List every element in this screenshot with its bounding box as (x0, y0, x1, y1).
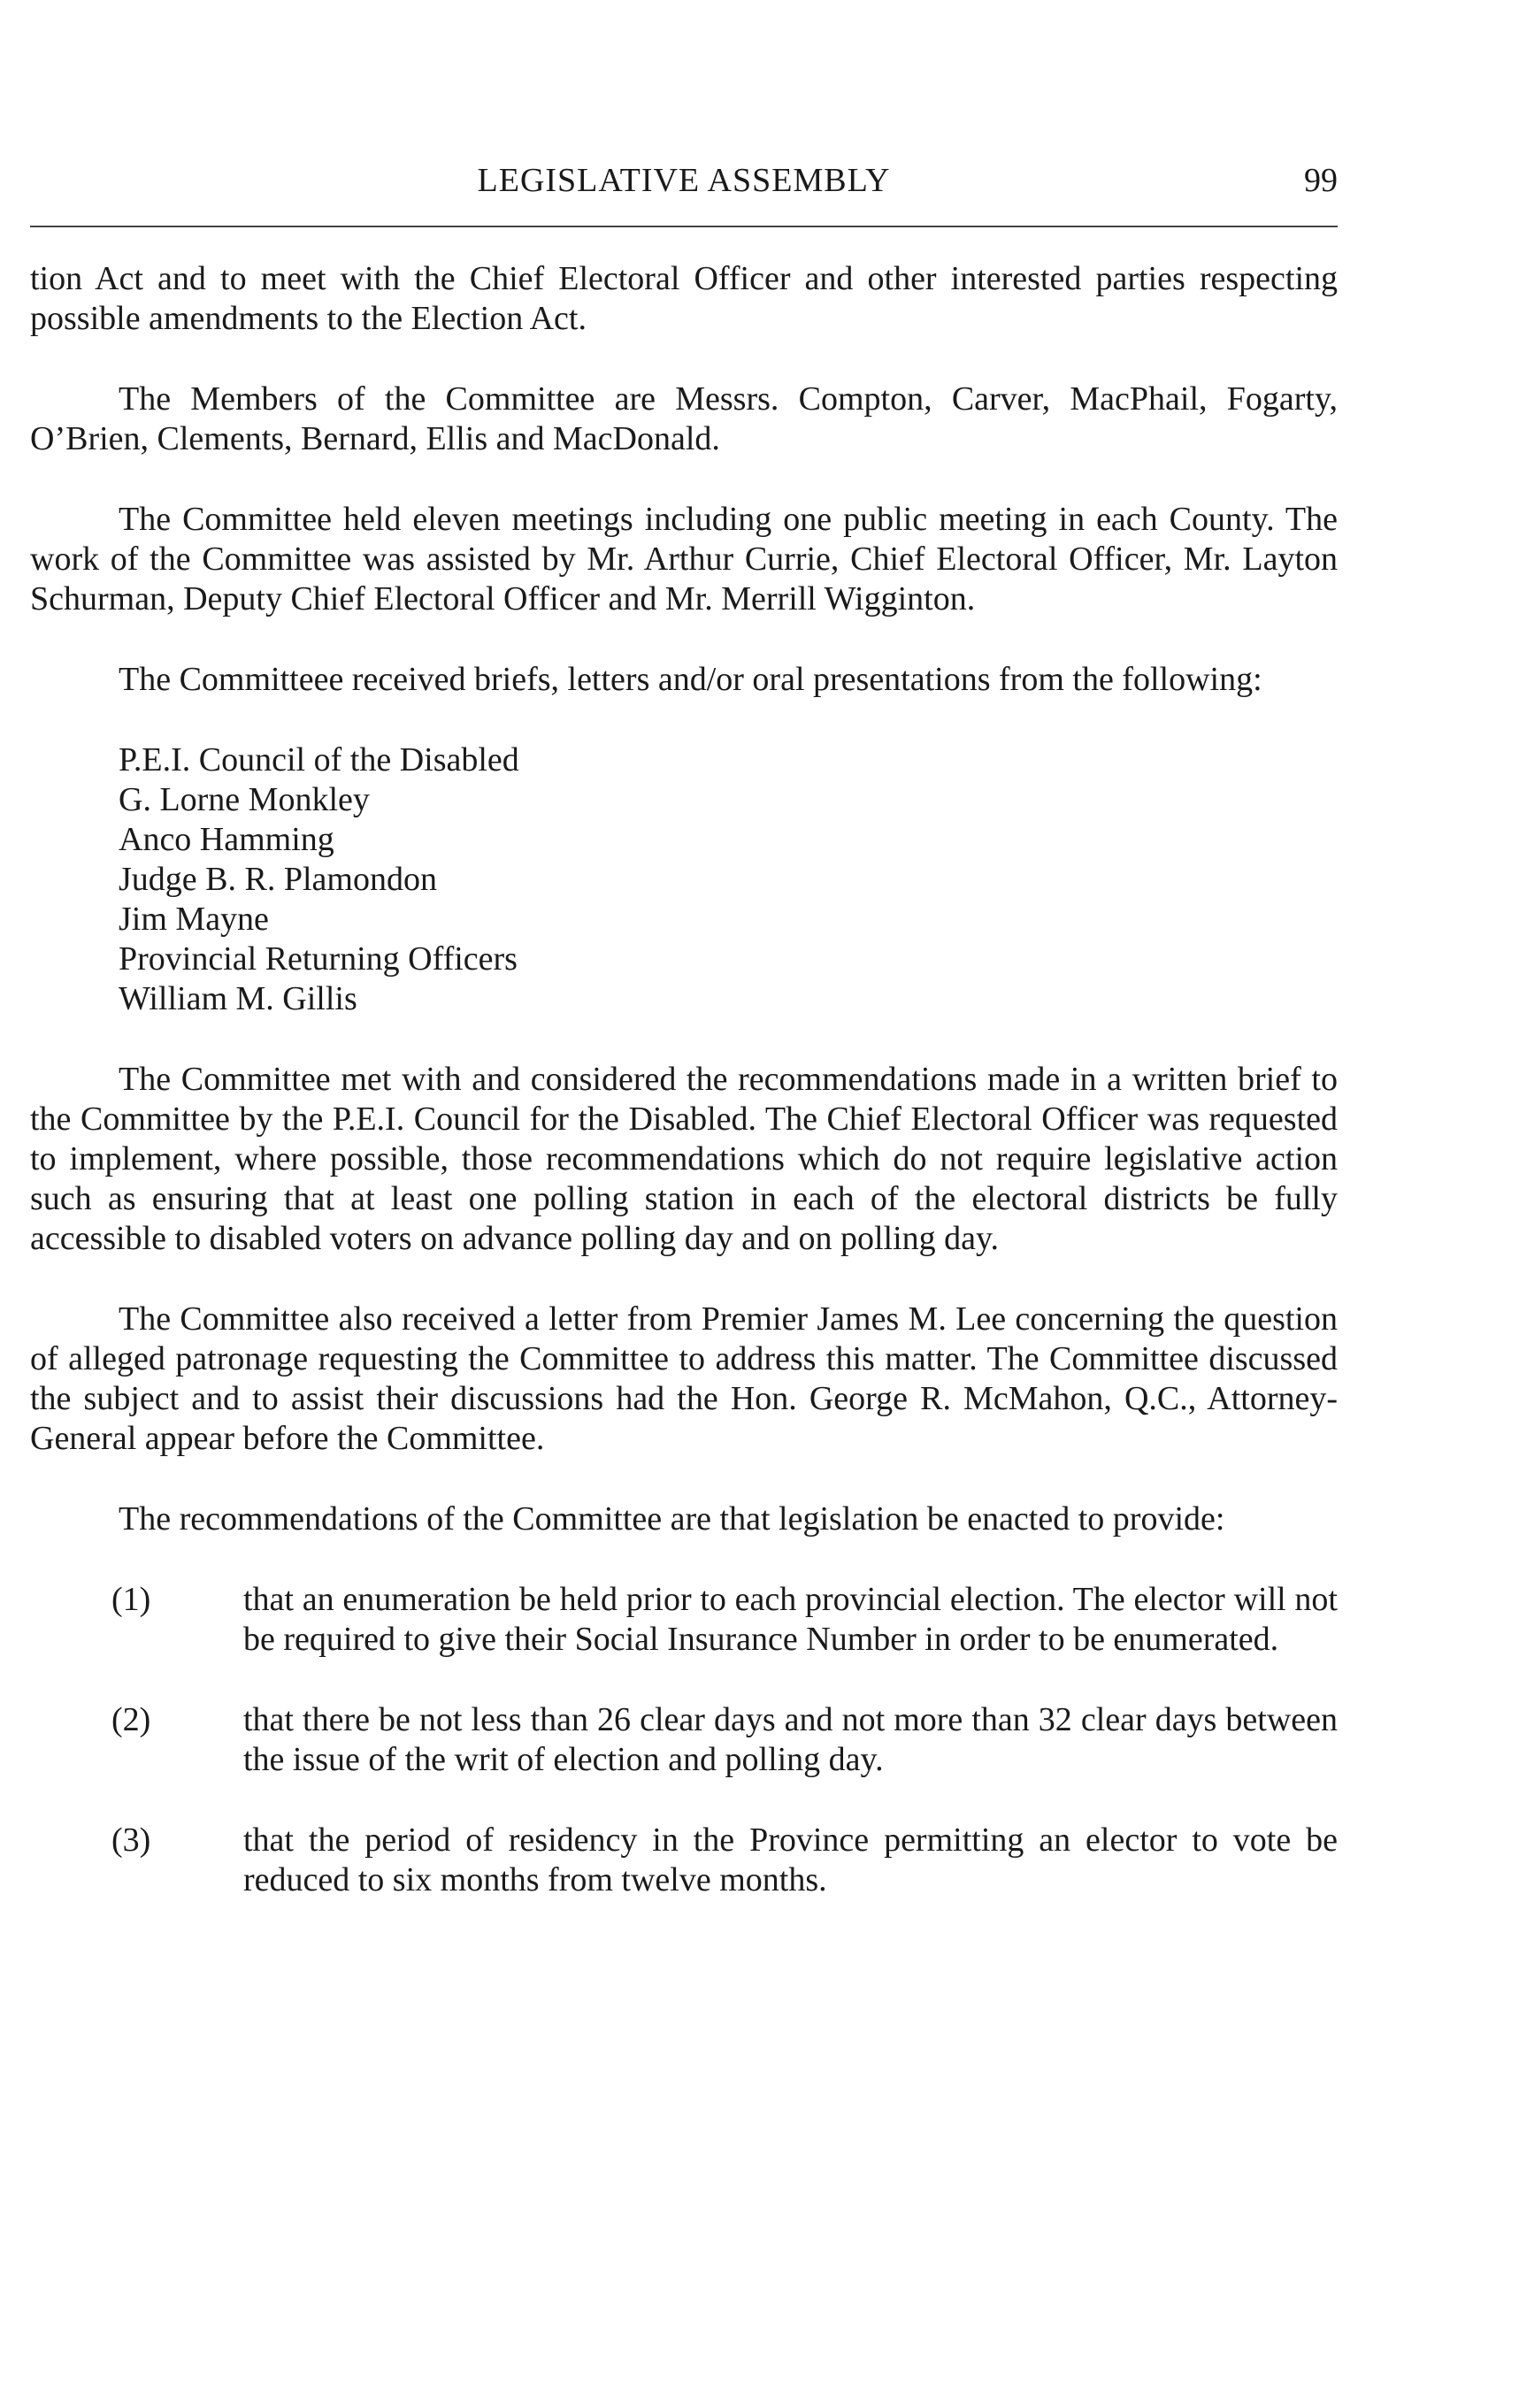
running-title: LEGISLATIVE ASSEMBLY (477, 162, 891, 199)
paragraph-disabled-council: The Committee met with and considered the recommendations made in a written brief to the Committee by the P.E.I. Council for the Disabled. The Chief Electoral Officer was requested to implement, where possible, those recommendations which do not require legislative action such as ensuring that at least one polling station in each of the electoral districts be fully accessible to disabled voters on advance polling day and on polling day. (30, 1061, 1338, 1257)
running-head (30, 156, 1338, 205)
paragraph-briefs-intro: The Committeee received briefs, letters and/or oral presentations from the following: (119, 661, 1262, 698)
paragraph-committee-members: The Members of the Committee are Messrs. Compton, Carver, MacPhail, Fogarty, O’Brien, Clements, Bernard, Ellis and MacDonald. (30, 380, 1338, 457)
paragraph-continuation: tion Act and to meet with the Chief Electoral Officer and other interested parties respecting possible amendments to the Election Act. (30, 260, 1338, 337)
recommendation-item (30, 1821, 1338, 1900)
recommendation-item (30, 1700, 1338, 1780)
list-item: William M. Gillis (119, 980, 357, 1017)
list-item: Judge B. R. Plamondon (119, 861, 437, 898)
list-item: Jim Mayne (119, 901, 269, 938)
paragraph-recommendations-intro: The recommendations of the Committee are that legislation be enacted to provide: (119, 1500, 1225, 1538)
list-item: P.E.I. Council of the Disabled (119, 741, 519, 778)
recommendation-text: that there be not less than 26 clear days and not more than 32 clear days between the issue of the writ of election and polling day. (243, 1701, 1338, 1778)
paragraph-meetings: The Committee held eleven meetings including one public meeting in each County. The work of the Committee was assisted by Mr. Arthur Currie, Chief Electoral Officer, Mr. Layton Schurman, Deputy Chief Electoral Officer and Mr. Merrill Wigginton. (30, 501, 1338, 617)
recommendation-text: that an enumeration be held prior to each provincial election. The elector will not be required to give their Social Insurance Number in order to be enumerated. (243, 1581, 1338, 1658)
list-item: Anco Hamming (119, 821, 334, 858)
list-item: Provincial Returning Officers (119, 940, 518, 978)
recommendation-number: (3) (111, 1821, 151, 1859)
recommendation-item (30, 1580, 1338, 1660)
presenters-list (119, 740, 1338, 1019)
paragraph-patronage-letter: The Committee also received a letter from Premier James M. Lee concerning the question of alleged patronage requesting the Committee to address this matter. The Committee discussed the subject and to assist their discussions had the Hon. George R. McMahon, Q.C., Attorney-General appear before the Committee. (30, 1300, 1338, 1457)
page-number: 99 (1304, 162, 1338, 199)
recommendation-text: that the period of residency in the Province permitting an elector to vote be reduced to six months from twelve months. (243, 1821, 1338, 1898)
recommendation-number: (2) (111, 1701, 151, 1738)
header-rule (30, 226, 1338, 227)
list-item: G. Lorne Monkley (119, 781, 370, 818)
body-text (30, 259, 1338, 1941)
recommendation-number: (1) (111, 1581, 151, 1618)
